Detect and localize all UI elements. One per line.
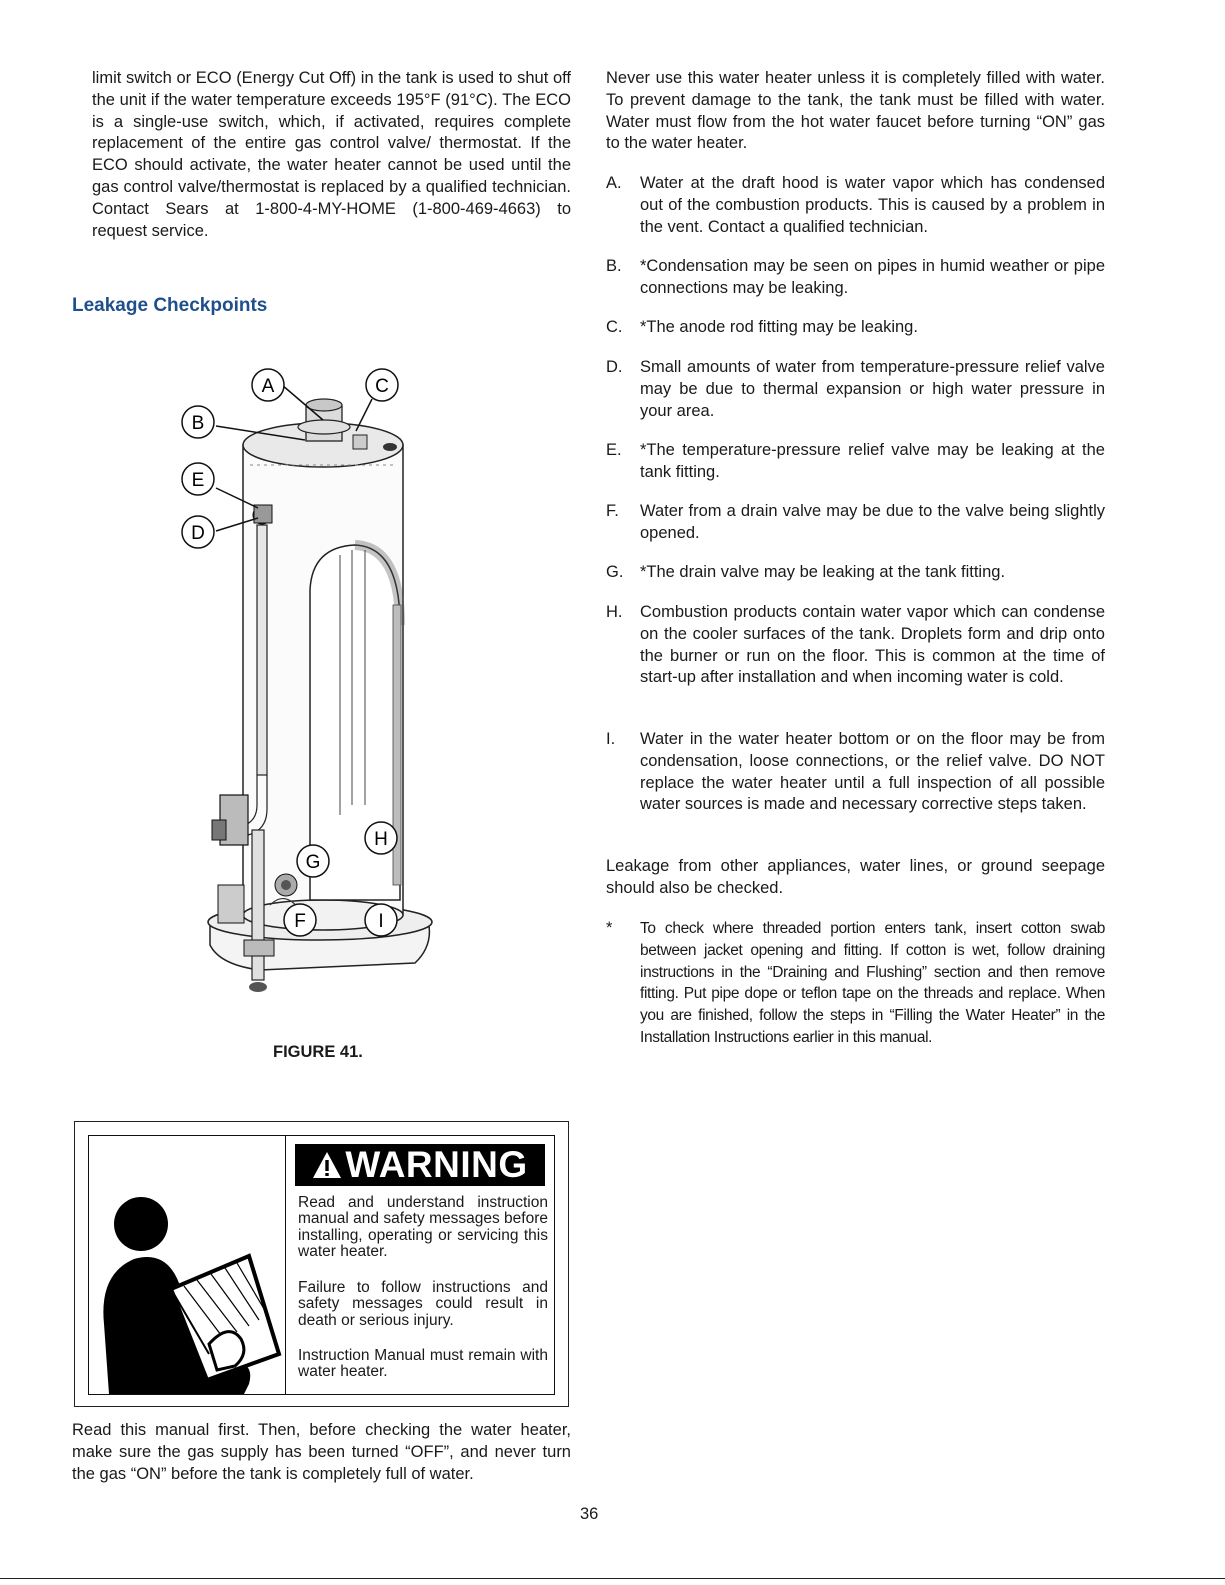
list-item-text: Combustion products contain water vapor which can condense on the cooler surfaces of the tank. Droplets form and drip onto the burner or run on the floor. This is common at the time of start-up after installation and when incoming water is cold.	[640, 603, 1105, 687]
label-h	[365, 822, 397, 854]
list-item-letter: F.	[606, 502, 619, 520]
label-c	[366, 369, 398, 401]
list-item-letter: E.	[606, 441, 622, 459]
list-item	[606, 357, 1105, 422]
list-item-letter: I.	[606, 730, 616, 748]
label-a	[252, 369, 284, 401]
list-item-letter: A.	[606, 174, 622, 192]
list-item	[606, 602, 1105, 689]
page-number: 36	[580, 1505, 599, 1523]
alert-triangle-icon	[312, 1150, 342, 1180]
page-bottom-rule	[0, 1578, 1225, 1579]
list-item	[606, 729, 1105, 816]
list-item	[606, 317, 1105, 339]
list-item-text: Water from a drain valve may be due to the valve being slightly opened.	[640, 502, 1105, 542]
list-item-text: *The anode rod fitting may be leaking.	[640, 318, 918, 336]
eco-intro-paragraph: limit switch or ECO (Energy Cut Off) in the tank is used to shut off the unit if the water temperature exceeds 195°F (91°C). The ECO is a single-use switch, which, if activated, requires complete replacement of the entire gas control valve/ thermostat. If the ECO should activate, the water heater cannot be used until the gas control valve/thermostat is replaced by a qualified technician. Contact Sears at 1-800-4-MY-HOME (1-800-469-4663) to request service.	[92, 69, 571, 240]
warning-banner	[295, 1144, 545, 1186]
water-heater-diagram	[160, 365, 450, 1010]
label-g	[297, 845, 329, 877]
list-item-text: *The drain valve may be leaking at the tank fitting.	[640, 563, 1006, 581]
svg-text:A: A	[261, 376, 275, 397]
closing-paragraph: Read this manual first. Then, before checking the water heater, make sure the gas supply has been turned “OFF”, and never turn the gas “ON” before the tank is completely full of water.	[72, 1421, 571, 1483]
label-d	[182, 516, 214, 548]
svg-text:C: C	[375, 376, 389, 397]
warning-text-column	[285, 1136, 555, 1394]
person-reading-manual-icon	[89, 1194, 285, 1394]
svg-text:E: E	[191, 470, 205, 491]
warning-paragraph: Instruction Manual must remain with water heater.	[298, 1347, 548, 1381]
list-item	[606, 256, 1105, 300]
list-item-text: *The temperature-pressure relief valve may be leaking at the tank fitting.	[640, 441, 1105, 481]
list-item-text: *Condensation may be seen on pipes in humid weather or pipe connections may be leaking.	[640, 257, 1105, 297]
other-leakage-paragraph: Leakage from other appliances, water lines, or ground seepage should also be checked.	[606, 857, 1105, 897]
fill-tank-paragraph: Never use this water heater unless it is completely filled with water. To prevent damage to the tank, the tank must be filled with water. Water must flow from the hot water faucet before turning “ON” gas to the water heater.	[606, 69, 1105, 153]
warning-banner-text: WARNING	[345, 1144, 528, 1185]
svg-text:H: H	[374, 829, 388, 850]
list-item-letter: G.	[606, 563, 624, 581]
label-f	[284, 904, 316, 936]
footnote-marker: *	[606, 919, 613, 937]
figure-caption: FIGURE 41.	[273, 1043, 363, 1061]
list-item-letter: B.	[606, 257, 622, 275]
warning-box-inner	[88, 1135, 555, 1395]
list-item-text: Water in the water heater bottom or on the floor may be from condensation, loose connections, or the relief valve. DO NOT replace the water heater until a full inspection of all possible water sources is made and necessary corrective steps taken.	[640, 730, 1105, 814]
svg-text:I: I	[378, 911, 384, 932]
list-item-letter: D.	[606, 358, 623, 376]
svg-text:D: D	[191, 523, 205, 544]
section-heading: Leakage Checkpoints	[72, 295, 268, 316]
list-item	[606, 440, 1105, 484]
list-item-letter: H.	[606, 603, 623, 621]
list-item	[606, 562, 1105, 584]
warning-paragraph: Failure to follow instructions and safety messages could result in death or serious injury.	[298, 1279, 548, 1329]
warning-box	[74, 1121, 569, 1407]
water-heater-figure	[160, 365, 450, 1010]
warning-paragraph: Read and understand instruction manual and safety messages before installing, operating or servicing this water heater.	[298, 1194, 548, 1260]
list-item	[606, 501, 1105, 545]
svg-text:G: G	[305, 852, 321, 873]
label-e	[182, 463, 214, 495]
list-item-text: Water at the draft hood is water vapor which has condensed out of the combustion products. This is caused by a problem in the vent. Contact a qualified technician.	[640, 174, 1105, 236]
label-i	[365, 904, 397, 936]
svg-text:B: B	[191, 413, 205, 434]
svg-text:F: F	[294, 911, 306, 932]
list-item-letter: C.	[606, 318, 623, 336]
list-item-text: Small amounts of water from temperature-pressure relief valve may be due to thermal expansion or high water pressure in your area.	[640, 358, 1105, 420]
footnote	[606, 918, 1105, 1049]
footnote-text: To check where threaded portion enters tank, insert cotton swab between jacket opening and fitting. If cotton is wet, follow draining instructions in the “Draining and Flushing” section and then remove fitting. Put pipe dope or teflon tape on the threads and replace. When you are finished, follow the steps in “Filling the Water Heater” in the Installation Instructions earlier in this manual.	[640, 920, 1105, 1046]
list-item	[606, 173, 1105, 238]
label-b	[182, 406, 214, 438]
